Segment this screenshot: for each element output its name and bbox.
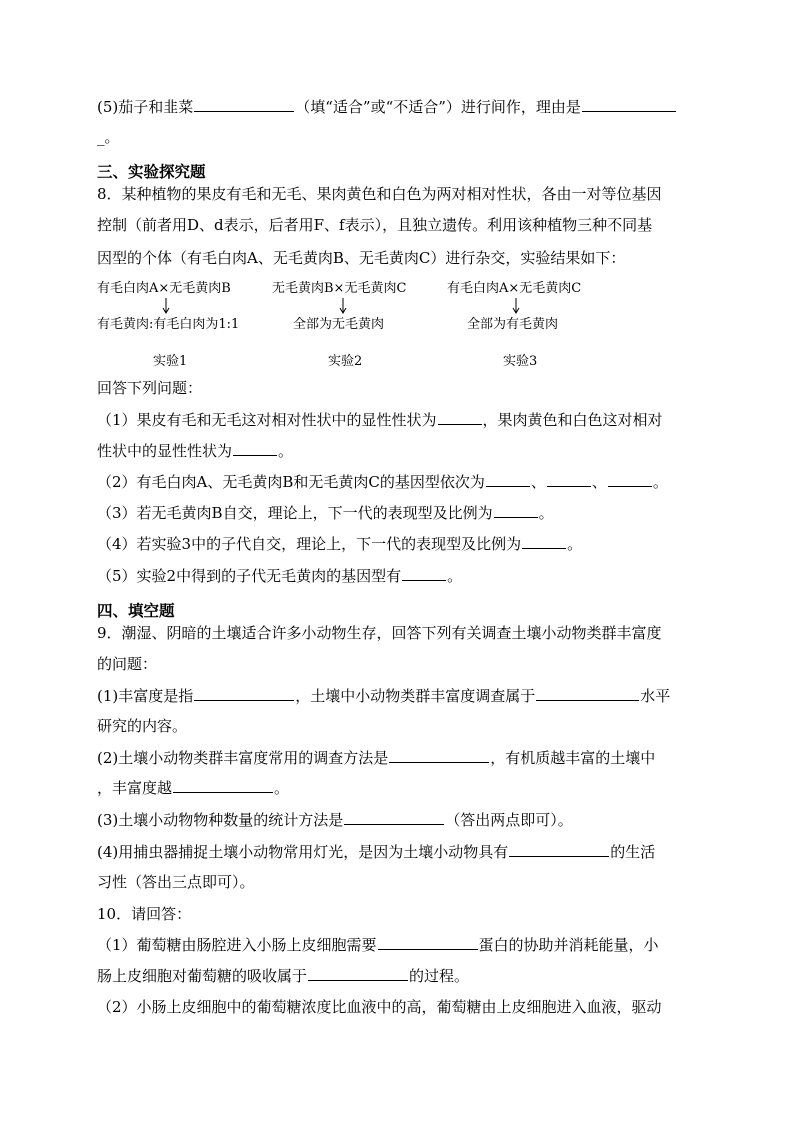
q8-sub1-line bbox=[97, 410, 697, 430]
q9-part2-line bbox=[97, 748, 697, 768]
answer-blank[interactable] bbox=[344, 810, 444, 825]
q9-part1-text-2: ，土壤中小动物类群丰富度调查属于 bbox=[295, 687, 536, 705]
q8-sub5-text: （5）实验2中得到的子代无毛黄肉的基因型有 bbox=[97, 567, 402, 585]
period: 。 bbox=[274, 779, 290, 797]
separator: 、 bbox=[530, 473, 546, 491]
q10-part1-text-2: 蛋白的协助并消耗能量，小 bbox=[478, 936, 659, 954]
down-arrow-icon bbox=[511, 298, 521, 314]
experiment-3-label: 实验3 bbox=[503, 354, 538, 369]
answer-blank[interactable] bbox=[582, 97, 676, 112]
q9-part3-line bbox=[97, 810, 697, 830]
q8-sub1-text-2: ，果肉黄色和白色这对相对 bbox=[482, 411, 663, 429]
answer-blank[interactable] bbox=[308, 966, 408, 981]
q9-part1-line bbox=[97, 686, 697, 706]
q10-part1-text-4: 的过程。 bbox=[409, 967, 470, 985]
answer-blank[interactable] bbox=[389, 748, 489, 763]
q8-sub2-text: （2）有毛白肉A、无毛黄肉B和无毛黄肉C的基因型依次为 bbox=[97, 473, 485, 491]
q8-sub3-line bbox=[97, 503, 697, 523]
q9-part3-text-2: （答出两点即可）。 bbox=[445, 811, 573, 829]
q9-part4-text: (4)用捕虫器捕捉土壤小动物常用灯光，是因为土壤小动物具有 bbox=[97, 843, 509, 861]
answer-blank[interactable] bbox=[486, 472, 530, 487]
q8-line-3: 因型的个体（有毛白肉A、无毛黄肉B、无毛黄肉C）进行杂交，实验结果如下： bbox=[97, 249, 626, 267]
q9-part4-text-2: 的生活 bbox=[610, 843, 656, 861]
answer-blank[interactable] bbox=[536, 686, 639, 701]
q7-part5-line bbox=[97, 97, 697, 117]
answer-blank[interactable] bbox=[378, 935, 478, 950]
q8-sub1-line-2 bbox=[97, 441, 697, 461]
answer-blank[interactable] bbox=[608, 472, 652, 487]
q9-part2-text: (2)土壤小动物类群丰富度常用的调查方法是 bbox=[97, 749, 389, 767]
q8-sub4-line bbox=[97, 534, 697, 554]
answer-blank[interactable] bbox=[173, 778, 273, 793]
answer-blank[interactable] bbox=[438, 410, 482, 425]
q9-part2-text-3: ，丰富度越 bbox=[97, 779, 173, 797]
q9-line-1: 9．潮湿、阴暗的土壤适合许多小动物生存，回答下列有关调查土壤小动物类群丰富度 bbox=[97, 624, 662, 642]
experiment-2-result: 全部为无毛黄肉 bbox=[293, 317, 385, 332]
q8-line-1: 8．某种植物的果皮有毛和无毛、果肉黄色和白色为两对相对性状，各由一对等位基因 bbox=[97, 185, 662, 203]
period: 。 bbox=[278, 442, 294, 460]
q9-part4-line bbox=[97, 842, 697, 862]
q9-part1-text-3: 水平 bbox=[640, 687, 671, 705]
answer-blank[interactable] bbox=[194, 97, 294, 112]
experiment-3-cross: 有毛白肉A×无毛黄肉C bbox=[447, 281, 582, 296]
q8-sub4-text: （4）若实验3中的子代自交，理论上，下一代的表现型及比例为 bbox=[97, 535, 522, 553]
q7-part5-text: (5)茄子和韭菜 bbox=[97, 98, 194, 116]
down-arrow-icon bbox=[338, 298, 348, 314]
answer-blank[interactable] bbox=[522, 534, 566, 549]
q7-part5-end: _。 bbox=[97, 128, 120, 146]
experiment-2-cross: 无毛黄肉B×无毛黄肉C bbox=[272, 281, 407, 296]
answer-blank[interactable] bbox=[494, 503, 538, 518]
experiment-1-cross: 有毛白肉A×无毛黄肉B bbox=[97, 281, 231, 296]
answer-blank[interactable] bbox=[194, 686, 294, 701]
period: 。 bbox=[567, 535, 583, 553]
section-heading: 三、实验探究题 bbox=[97, 163, 206, 181]
q10-part1-text: （1）葡萄糖由肠腔进入小肠上皮细胞需要 bbox=[97, 936, 377, 954]
answer-blank[interactable] bbox=[402, 566, 446, 581]
q8-sub1-text-3: 性状中的显性性状为 bbox=[97, 442, 233, 460]
q9-part4-line-2: 习性（答出三点即可）。 bbox=[97, 873, 255, 891]
experiment-1-label: 实验1 bbox=[153, 354, 188, 369]
q8-sub1-text: （1）果皮有毛和无毛这对相对性状中的显性性状为 bbox=[97, 411, 437, 429]
section-heading: 四、填空题 bbox=[97, 602, 175, 620]
q8-sub5-line bbox=[97, 566, 697, 586]
q10-part1-line bbox=[97, 935, 697, 955]
q10-part2-line: （2）小肠上皮细胞中的葡萄糖浓度比血液中的高，葡萄糖由上皮细胞进入血液，驱动 bbox=[97, 998, 662, 1016]
period: 。 bbox=[652, 473, 668, 491]
q9-part1-text: (1)丰富度是指 bbox=[97, 687, 194, 705]
separator: 、 bbox=[591, 473, 607, 491]
q10-line-1: 10．请回答： bbox=[97, 905, 192, 923]
answer-blank[interactable] bbox=[547, 472, 591, 487]
answer-blank[interactable] bbox=[509, 842, 609, 857]
answer-blank[interactable] bbox=[233, 441, 277, 456]
q9-part3-text: (3)土壤小动物物种数量的统计方法是 bbox=[97, 811, 344, 829]
period: 。 bbox=[447, 567, 463, 585]
down-arrow-icon bbox=[161, 298, 171, 314]
q8-sub2-line bbox=[97, 472, 697, 492]
q9-part2-text-2: ，有机质越丰富的土壤中 bbox=[490, 749, 656, 767]
period: 。 bbox=[538, 504, 554, 522]
experiment-2-label: 实验2 bbox=[328, 354, 363, 369]
q8-line-2: 控制（前者用D、d表示，后者用F、f表示），且独立遗传。利用该种植物三种不同基 bbox=[97, 216, 653, 234]
q9-part1-line-2: 研究的内容。 bbox=[97, 717, 188, 735]
q9-part2-line-2 bbox=[97, 778, 697, 798]
q10-part1-text-3: 肠上皮细胞对葡萄糖的吸收属于 bbox=[97, 967, 308, 985]
q7-part5-fill: （填“适合”或“不适合”）进行间作，理由是 bbox=[295, 98, 581, 116]
q10-part1-line-2 bbox=[97, 966, 697, 986]
experiment-3-result: 全部为有毛黄肉 bbox=[467, 317, 559, 332]
q9-line-2: 的问题： bbox=[97, 655, 158, 673]
q8-prompt: 回答下列问题： bbox=[97, 379, 203, 397]
q8-sub3-text: （3）若无毛黄肉B自交，理论上，下一代的表现型及比例为 bbox=[97, 504, 493, 522]
experiment-1-result: 有毛黄肉:有毛白肉为1:1 bbox=[97, 317, 240, 332]
